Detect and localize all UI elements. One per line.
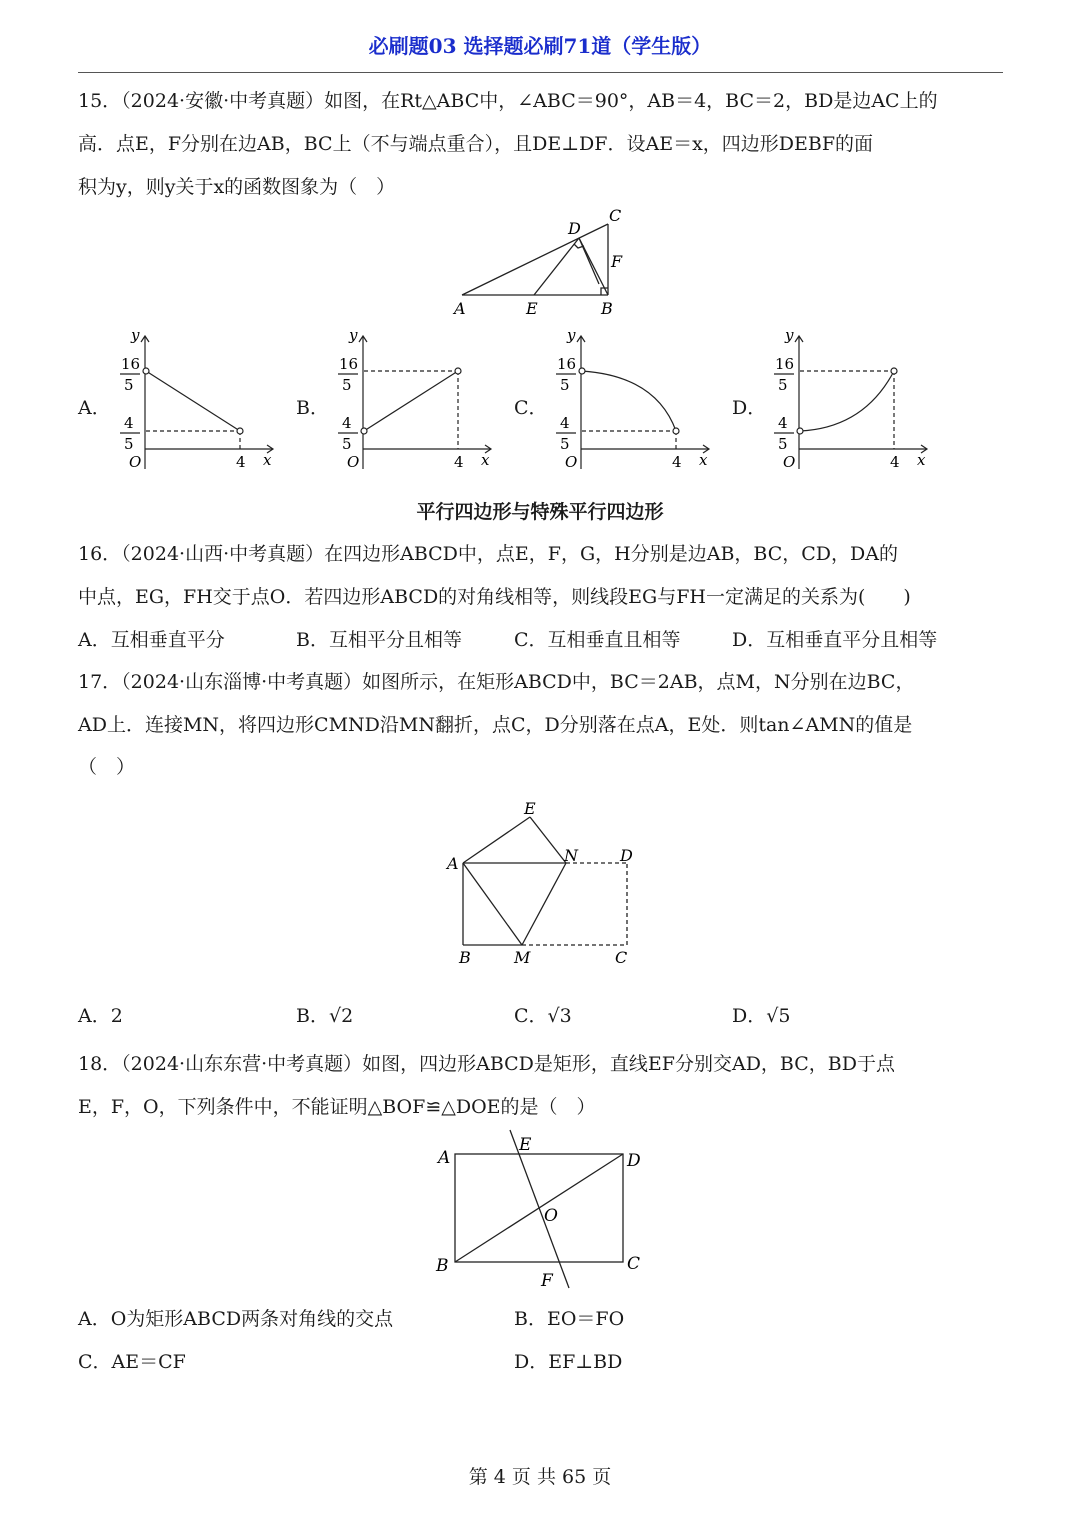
q15-graph-c	[546, 328, 716, 473]
graph-a-5-label: 5	[124, 376, 134, 394]
page-header-title: 必刷题03 选择题必刷71道（学生版）	[368, 34, 712, 58]
q18-rectangle-figure	[430, 1126, 660, 1291]
graph-b-y-label: y	[349, 328, 358, 344]
q18-option-b: B．EO＝FO	[514, 1308, 625, 1330]
q16-option-a: A．互相垂直平分	[78, 629, 225, 651]
graph-b-5-label: 5	[342, 376, 352, 394]
section-title: 平行四边形与特殊平行四边形	[416, 501, 664, 523]
q15-graph-b	[328, 328, 498, 473]
graph-b-4-label: 4	[342, 414, 352, 432]
q15-option-d-label: D．	[732, 397, 767, 419]
graph-a-x-label: x	[263, 451, 272, 469]
q18-text-line2: E，F，O，下列条件中，不能证明△BOF≌△DOE的是（ ）	[78, 1096, 596, 1118]
q18-option-d: D．EF⊥BD	[514, 1351, 623, 1373]
q18-label-d: D	[627, 1151, 641, 1171]
q16-option-d: D．互相垂直平分且相等	[732, 629, 938, 651]
q17-label-c: C	[615, 948, 628, 967]
graph-c-origin: O	[565, 453, 578, 471]
q17-text-line1: 17．（2024·山东淄博·中考真题）如图所示，在矩形ABCD中，BC＝2AB，点M，N分别在边BC，	[78, 671, 915, 693]
graph-a-16-label: 16	[121, 355, 141, 373]
q17-label-a: A	[447, 854, 459, 873]
graph-c-5b-label: 5	[560, 435, 570, 453]
graph-c-4-label: 4	[560, 414, 570, 432]
graph-c-y-label: y	[567, 328, 576, 344]
q15-graph-d	[764, 328, 934, 473]
graph-d-16-label: 16	[775, 355, 795, 373]
q17-label-m: M	[514, 948, 531, 967]
q18-label-o: O	[544, 1206, 558, 1226]
q18-option-c: C．AE＝CF	[78, 1351, 186, 1373]
q15-label-a: A	[454, 299, 466, 318]
graph-a-y-label: y	[131, 328, 140, 344]
graph-a-5b-label: 5	[124, 435, 134, 453]
q17-option-d: D．√5	[732, 1005, 791, 1027]
q18-label-b: B	[436, 1256, 449, 1276]
q15-option-a-label: A．	[78, 397, 111, 419]
q16-text-line1: 16．（2024·山西·中考真题）在四边形ABCD中，点E，F，G，H分别是边AB，BC，CD，DA的	[78, 543, 898, 565]
graph-b-16-label: 16	[339, 355, 359, 373]
q18-label-f: F	[541, 1271, 553, 1291]
q17-label-e: E	[524, 799, 536, 818]
header-divider	[78, 72, 1003, 73]
graph-d-origin: O	[783, 453, 796, 471]
graph-d-4-label: 4	[778, 414, 788, 432]
graph-c-16-label: 16	[557, 355, 577, 373]
q18-label-e: E	[519, 1135, 532, 1155]
q16-option-c: C．互相垂直且相等	[514, 629, 681, 651]
q17-option-c: C．√3	[514, 1005, 572, 1027]
graph-b-x-label: x	[481, 451, 490, 469]
graph-c-5-label: 5	[560, 376, 570, 394]
q15-triangle-figure	[440, 202, 640, 322]
q15-graph-a	[110, 328, 280, 473]
q15-label-d: D	[568, 219, 581, 238]
graph-a-origin: O	[129, 453, 142, 471]
q17-label-b: B	[459, 948, 471, 967]
graph-d-5b-label: 5	[778, 435, 788, 453]
graph-c-x-label: x	[699, 451, 708, 469]
q16-option-b: B．互相平分且相等	[296, 629, 462, 651]
q18-option-a: A．O为矩形ABCD两条对角线的交点	[78, 1308, 394, 1330]
graph-b-origin: O	[347, 453, 360, 471]
page-footer: 第 4 页 共 65 页	[468, 1466, 612, 1488]
q15-text-line2: 高．点E，F分别在边AB，BC上（不与端点重合），且DE⊥DF．设AE＝x，四边形DEBF的面	[78, 133, 874, 155]
graph-a-x4-label: 4	[236, 453, 246, 471]
graph-b-x4-label: 4	[454, 453, 464, 471]
q17-label-n: N	[564, 846, 578, 865]
q18-label-a: A	[438, 1148, 451, 1168]
q15-text-line3: 积为y，则y关于x的函数图象为（ ）	[78, 176, 396, 198]
q17-option-b: B．√2	[296, 1005, 354, 1027]
q15-option-b-label: B．	[296, 397, 329, 419]
q15-label-c: C	[609, 206, 622, 225]
q15-label-b: B	[601, 299, 613, 318]
q17-text-line3: （ ）	[78, 756, 136, 778]
graph-d-5-label: 5	[778, 376, 788, 394]
graph-d-x-label: x	[917, 451, 926, 469]
q18-text-line1: 18．（2024·山东东营·中考真题）如图，四边形ABCD是矩形，直线EF分别交AD，BC，BD于点	[78, 1053, 895, 1075]
graph-c-x4-label: 4	[672, 453, 682, 471]
q15-label-e: E	[526, 299, 538, 318]
q18-label-c: C	[627, 1254, 641, 1274]
q17-rectangle-figure	[440, 795, 640, 970]
q17-option-a: A．2	[78, 1005, 123, 1027]
graph-d-y-label: y	[785, 328, 794, 344]
q15-label-f: F	[611, 252, 623, 271]
graph-a-4-label: 4	[124, 414, 134, 432]
graph-d-x4-label: 4	[890, 453, 900, 471]
q17-label-d: D	[620, 846, 633, 865]
q15-text-line1: 15．（2024·安徽·中考真题）如图，在Rt△ABC中，∠ABC＝90°，AB＝4，BC＝2，BD是边AC上的	[78, 90, 938, 112]
q16-text-line2: 中点，EG，FH交于点O．若四边形ABCD的对角线相等，则线段EG与FH一定满足的关系为( )	[78, 586, 911, 608]
graph-b-5b-label: 5	[342, 435, 352, 453]
q17-text-line2: AD上．连接MN，将四边形CMND沿MN翻折，点C，D分别落在点A，E处．则tan∠AMN的值是	[78, 714, 913, 736]
q15-option-c-label: C．	[514, 397, 548, 419]
